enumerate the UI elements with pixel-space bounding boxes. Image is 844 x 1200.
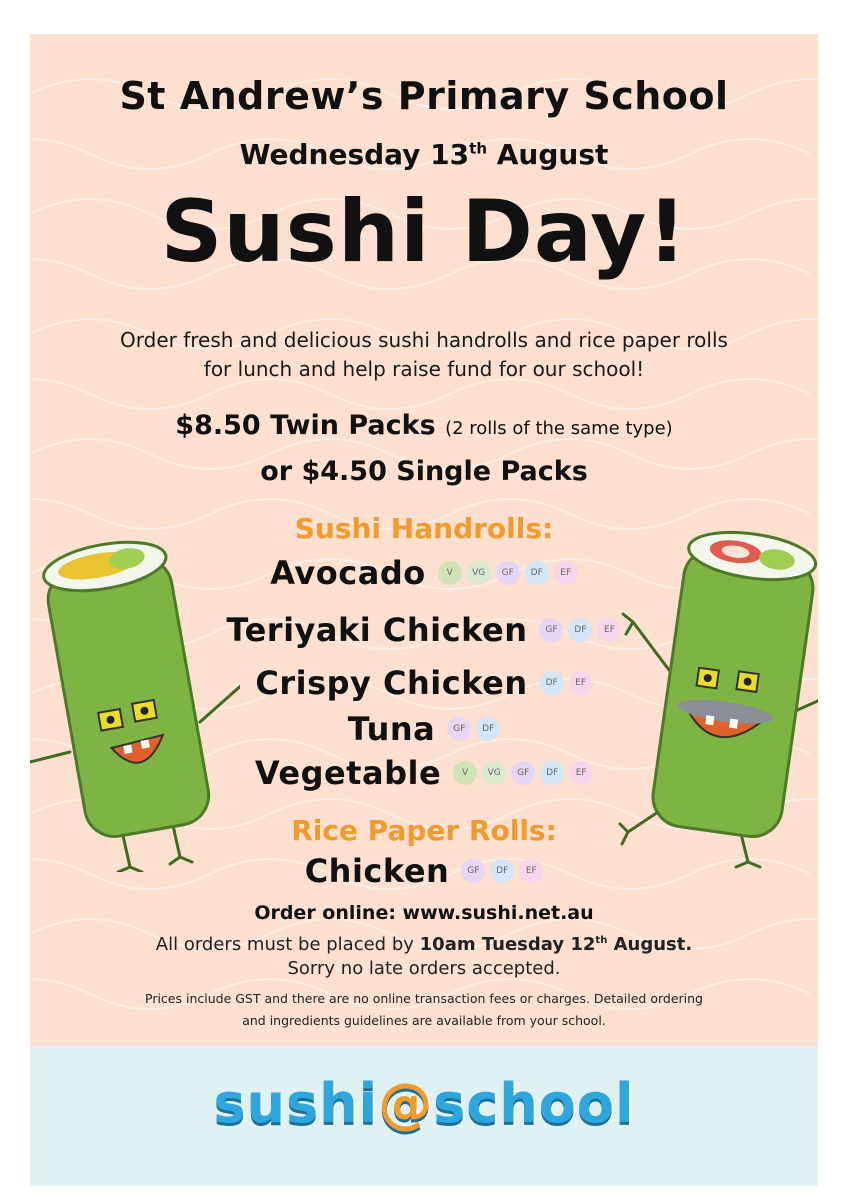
section-title-handrolls: Sushi Handrolls:: [294, 512, 554, 545]
diet-tag: EF: [554, 561, 578, 585]
late-orders-note: Sorry no late orders accepted.: [287, 958, 561, 979]
intro-text: Order fresh and delicious sushi handrolls and rice paper rolls for lunch and help raise fund for our school!: [120, 328, 728, 381]
school-name: St Andrew’s Primary School: [119, 74, 729, 118]
event-date: Wednesday 13th August: [239, 138, 609, 171]
price-twin: $8.50 Twin Packs (2 rolls of the same type): [175, 410, 673, 441]
headline: Sushi Day!: [160, 182, 688, 282]
diet-tags: [539, 618, 621, 642]
footer-banner: [30, 1046, 818, 1186]
sushi-character-left-illustration: [30, 522, 240, 872]
fine-print: Prices include GST and there are no online transaction fees or charges. Detailed ordering and ingredients guidelines are available from your school.: [145, 991, 703, 1028]
diet-tag: GF: [461, 859, 485, 883]
order-deadline: All orders must be placed by 10am Tuesday 12th August.: [155, 934, 693, 955]
diet-tags: [438, 561, 578, 585]
price-single: or $4.50 Single Packs: [260, 456, 588, 487]
sushi-character-right-illustration: [618, 522, 818, 882]
diet-tags: [447, 717, 500, 741]
menu-item-name: Vegetable: [254, 754, 442, 792]
diet-tag: VG: [482, 761, 506, 785]
diet-tag: DF: [490, 859, 514, 883]
diet-tags: [461, 859, 543, 883]
diet-tag: DF: [476, 717, 500, 741]
menu-item-name: Avocado: [270, 554, 426, 592]
diet-tag: EF: [569, 761, 593, 785]
diet-tag: DF: [540, 761, 564, 785]
menu-item-name: Tuna: [347, 710, 436, 748]
menu-item-name: Crispy Chicken: [255, 664, 528, 702]
diet-tag: DF: [568, 618, 592, 642]
diet-tag: DF: [525, 561, 549, 585]
menu-item-name: Chicken: [304, 852, 450, 890]
diet-tag: GF: [447, 717, 471, 741]
diet-tags: [540, 671, 593, 695]
diet-tag: GF: [539, 618, 563, 642]
diet-tag: DF: [540, 671, 564, 695]
diet-tag: EF: [519, 859, 543, 883]
poster: [30, 34, 818, 1186]
diet-tag: EF: [597, 618, 621, 642]
order-online: Order online: www.sushi.net.au: [254, 902, 594, 924]
menu-item-name: Teriyaki Chicken: [226, 611, 528, 649]
section-title-rice-paper: Rice Paper Rolls:: [291, 814, 557, 847]
diet-tag: V: [438, 561, 462, 585]
diet-tag: V: [453, 761, 477, 785]
sushi-at-school-logo: sushi@school: [213, 1072, 635, 1135]
diet-tag: EF: [569, 671, 593, 695]
diet-tags: [453, 761, 593, 785]
diet-tag: GF: [496, 561, 520, 585]
diet-tag: VG: [467, 561, 491, 585]
diet-tag: GF: [511, 761, 535, 785]
